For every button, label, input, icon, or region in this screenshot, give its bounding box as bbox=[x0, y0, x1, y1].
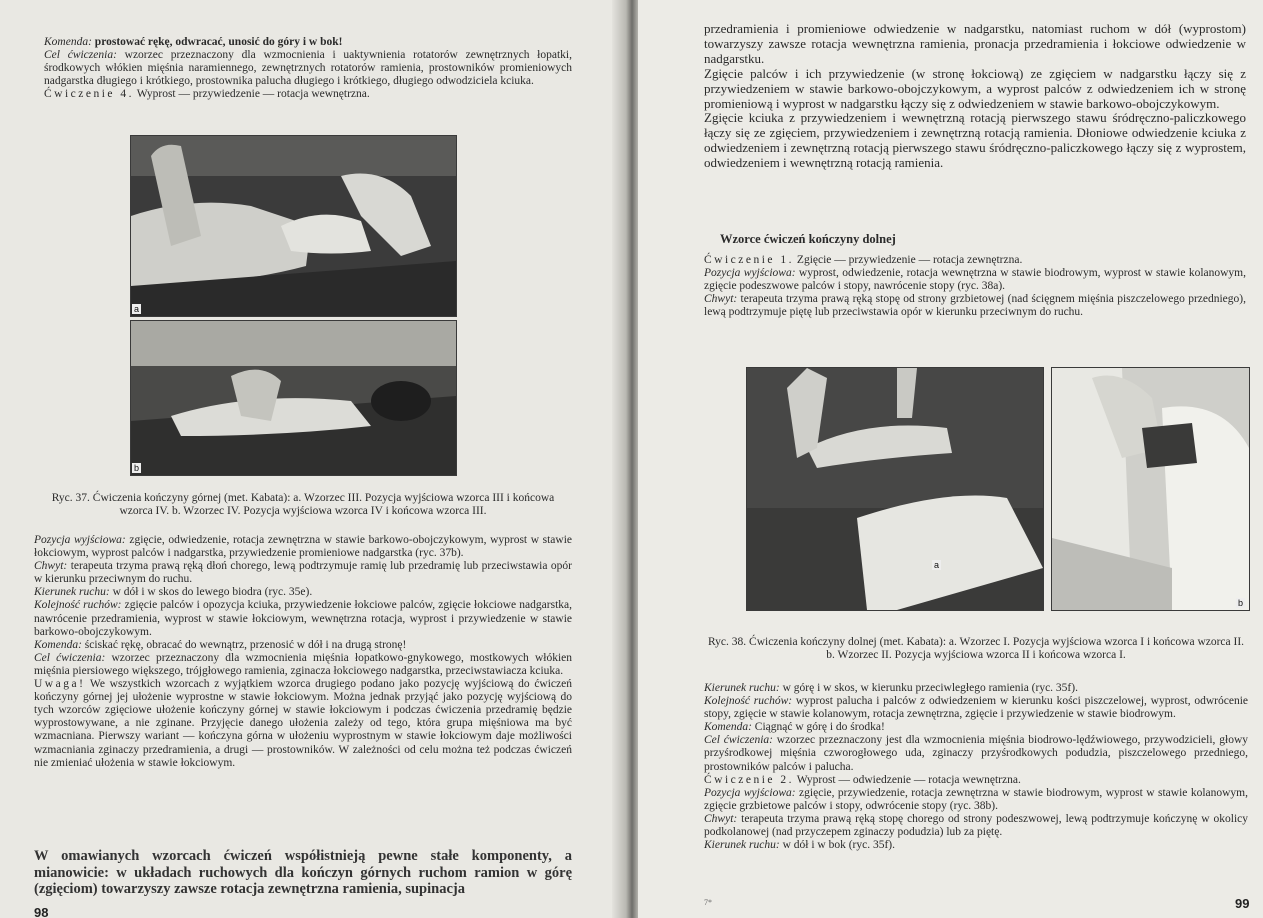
command-text-r: Ciągnąć w górę i do środka! bbox=[751, 721, 885, 734]
photo-37a-label: a bbox=[134, 304, 140, 314]
goal-text: wzorzec przeznaczony dla wzmocnienia i uaktywnienia rotatorów zewnętrznych łopatki, środkowych włókien mięśnia naramiennego, zewnętrznych rotatorów ramienia, prostowników promieniowych nadgarstka długiego i krótkiego, prostownika palucha długiego i krótkiego, długiego odwodziciela kciuka. bbox=[44, 49, 572, 88]
position-text-r2: zgięcie, przywiedzenie, rotacja zewnętrzna w stawie biodrowym, wyprost w stawie kolanowym, zgięcie grzbietowe palców i stopy, odwrócenie stopy (ryc. 38b). bbox=[704, 786, 1249, 812]
exercise-1-label: Ćwiczenie 1. bbox=[704, 254, 795, 266]
right-page bbox=[638, 0, 1263, 918]
figure-38a-photo bbox=[746, 367, 1044, 611]
photo-37b-image bbox=[131, 321, 456, 475]
label-uwaga: Uwaga! bbox=[34, 678, 86, 691]
photo-37a-image bbox=[131, 136, 456, 316]
command-text: prostować rękę, odwracać, unosić do góry i w bok! bbox=[91, 36, 343, 48]
label-komenda-2: Komenda: bbox=[34, 638, 82, 651]
photo-38b-label: b bbox=[1237, 598, 1243, 608]
direction-text-r2: w dół i w bok (ryc. 35f). bbox=[779, 839, 896, 852]
label-pozycja-r2: Pozycja wyjściowa: bbox=[704, 786, 796, 799]
grip-text: terapeuta trzyma prawą ręką dłoń chorego, lewą podtrzymuje ramię lub przedramię lub przeciwstawia opór w kierunku przeciwnym do ruchu. bbox=[34, 560, 572, 586]
grip-text-r2: terapeuta trzyma prawą ręką stopę chorego od strony podeszwowej, lewą podtrzymuje kończynę w okolicy podkolanowej (nad przyczepem zginaczy podudzia) lub za piętę. bbox=[704, 812, 1248, 839]
label-chwyt-r: Chwyt: bbox=[704, 293, 738, 306]
right-exercise-paragraphs bbox=[704, 254, 1246, 319]
right-bottom-paragraphs bbox=[704, 682, 1248, 852]
right-top-paragraph-1: przedramienia i promieniowe odwiedzenie w nadgarstku, natomiast ruchom w dół (wyprostom) towarzyszy zawsze rotacja wewnętrzna ramienia, pronacja przedramienia i łokciowe odwiedzenie w nadgarstku. bbox=[704, 21, 1246, 66]
label-kolejnosc-r: Kolejność ruchów: bbox=[704, 695, 793, 708]
direction-text-r: w górę i w skos, w kierunku przeciwległego ramienia (ryc. 35f). bbox=[779, 682, 1078, 694]
section-heading: Wzorce ćwiczeń kończyny dolnej bbox=[720, 232, 896, 246]
label-kierunek-r2: Kierunek ruchu: bbox=[704, 839, 780, 852]
sequence-text-r: wyprost palucha i palców z odwiedzeniem w kierunku kości piszczelowej, wyprost, odwrócenie stopy, zgięcie w stawie kolanowym, rotacja zewnętrzna, zgięcie i przywiedzenie w stawie biodrowym. bbox=[704, 695, 1248, 721]
left-top-paragraph bbox=[44, 36, 572, 101]
goal-text-2: wzorzec przeznaczony dla wzmocnienia mięśnia łopatkowo-gnykowego, mostkowych włókien mięśnia piersiowego większego, trójgłowego ramienia, zginacza łokciowego nadgarstka, przeciwstawiacza kciuka. bbox=[34, 651, 572, 677]
label-cel-2: Cel ćwiczenia: bbox=[34, 651, 106, 664]
label-chwyt-r2: Chwyt: bbox=[704, 812, 738, 825]
label-pozycja-r: Pozycja wyjściowa: bbox=[704, 267, 796, 280]
exercise-2-text: Wyprost — odwiedzenie — rotacja wewnętrzna. bbox=[794, 773, 1021, 786]
position-text: zgięcie, odwiedzenie, rotacja zewnętrzna w stawie barkowo-obojczykowym, wyprost w stawie łokciowym, wyprost palców i nadgarstka, przywiedzenie promieniowe nadgarstka (ryc. 37b). bbox=[34, 534, 572, 560]
note-text: We wszystkich wzorcach z wyjątkiem wzorca drugiego podano jako pozycję wyjściową do ćwiczeń kończyny górnej jej ułożenie wyprostne w stawie łokciowym. Można jednak przyjąć jako pozycję wyjściową do tych wzorców zgięciowe ułożenie kończyny górnej w stawie łokciowym i podczas ćwiczenia przedramię będzie wyprostowywane, a nie zginane. Przyjęcie danego ułożenia zależy od tego, która grupa mięśniowa ma być wzmacniana. Pierwszy wariant — kończyna górna w ułożeniu wyprostnym w stawie łokciowym daje możliwości wzmacniania zginaczy przedramienia, a drugi — prostowników. W zależności od celu można też podczas ćwiczeń nie zmieniać ułożenia w stawie łokciowym. bbox=[34, 678, 572, 769]
grip-text-r: terapeuta trzyma prawą ręką stopę od strony grzbietowej (nad ścięgnem mięśnia piszczelowego przedniego), lewą podtrzymuje piętę lub przeciwstawia opór w kierunku przeciwnym do ruchu. bbox=[704, 293, 1246, 319]
figure-37a-photo bbox=[130, 135, 457, 317]
label-komenda-r: Komenda: bbox=[704, 721, 752, 734]
direction-text: w dół i w skos do lewego biodra (ryc. 35e). bbox=[109, 586, 313, 599]
label-pozycja: Pozycja wyjściowa: bbox=[34, 534, 126, 546]
position-text-r: wyprost, odwiedzenie, rotacja wewnętrzna w stawie biodrowym, wyprost w stawie kolanowym, zgięcie podeszwowe palców i stopy, nawrócenie stopy (ryc. 38a). bbox=[704, 267, 1246, 293]
label-komenda: Komenda: bbox=[44, 36, 92, 48]
figure-38b-photo bbox=[1051, 367, 1250, 611]
right-top-paragraph-2: Zgięcie palców i ich przywiedzenie (w stronę łokciową) ze zgięciem w nadgarstku łączy się z przywiedzeniem w stawie barkowo-obojczykowym, a wyprost palców z odwiedzeniem ich w stronę promieniową i wyprost w nadgarstku łączy się z odwiedzeniem w stawie barkowo-obojczykowym. bbox=[704, 65, 1246, 111]
sequence-text: zgięcie palców i opozycja kciuka, przywiedzenie łokciowe palców, zgięcie łokciowe nadgarstka, nawrócenie przedramienia, wyprost w stawie łokciowym, wewnętrzna rotacja, wyprost i przywiedzenie w stawie barkowo-obojczykowym. bbox=[34, 599, 572, 638]
photo-37b-label: b bbox=[134, 463, 140, 473]
goal-text-r: wzorzec przeznaczony jest dla wzmocnienia mięśnia biodrowo-lędźwiowego, przywodzicieli, głowy przyśrodkowej mięśnia czworogłowego uda, zginaczy przyśrodkowych podudzia, piszczelowego przedniego, prostowników palców i palucha. bbox=[704, 734, 1248, 773]
left-closing-paragraph: W omawianych wzorcach ćwiczeń współistnieją pewne stałe komponenty, a mianowicie: w układach ruchowych dla kończyn górnych ruchom ramion w górę (zgięciom) towarzyszy zawsze rotacja zewnętrzna ramienia, supinacja bbox=[34, 848, 572, 898]
photo-38b-image bbox=[1052, 368, 1249, 610]
exercise-1-text: Zgięcie — przywiedzenie — rotacja zewnętrzna. bbox=[794, 254, 1023, 266]
left-body-paragraphs bbox=[34, 534, 572, 770]
figure-38-caption: Ryc. 38. Ćwiczenia kończyny dolnej (met. Kabata): a. Wzorzec I. Pozycja wyjściowa wzorca I i końcowa wzorca II. b. Wzorzec II. Pozycja wyjściowa wzorca II i końcowa wzorca I. bbox=[707, 635, 1245, 661]
figure-37-caption: Ryc. 37. Ćwiczenia kończyny górnej (met. Kabata): a. Wzorzec III. Pozycja wyjściowa wzorca III i końcowa wzorca IV. b. Wzorzec IV. Pozycja wyjściowa wzorca IV i końcowa wzorca III. bbox=[51, 491, 555, 517]
label-kierunek-r: Kierunek ruchu: bbox=[704, 682, 780, 694]
photo-38a-label: a bbox=[934, 560, 940, 570]
label-kierunek: Kierunek ruchu: bbox=[34, 586, 110, 599]
right-top-paragraphs bbox=[704, 22, 1246, 171]
label-kolejnosc: Kolejność ruchów: bbox=[34, 599, 122, 612]
label-cel: Cel ćwiczenia: bbox=[44, 49, 117, 62]
exercise-label: Ćwiczenie 4. bbox=[44, 88, 135, 101]
label-cel-r: Cel ćwiczenia: bbox=[704, 734, 773, 747]
signature-mark: 7* bbox=[704, 898, 712, 907]
label-chwyt: Chwyt: bbox=[34, 560, 68, 573]
photo-38a-image bbox=[747, 368, 1043, 610]
command-text-2: ściskać rękę, obracać do wewnątrz, przenosić w dół i na drugą stronę! bbox=[81, 638, 407, 651]
right-top-paragraph-3: Zgięcie kciuka z przywiedzeniem i wewnętrzną rotacją pierwszego stawu śródręczno-paliczkowego łączy się ze zgięciem, przywiedzeniem i zewnętrzną rotacją ramienia. Dłoniowe odwiedzenie kciuka z odwiedzeniem i zewnętrzną rotacją pierwszego stawu śródręczno-paliczkowego łączy się z wyprostem, odwiedzeniem i wewnętrzną rotacją ramienia. bbox=[704, 110, 1246, 171]
figure-37b-photo bbox=[130, 320, 457, 476]
left-page bbox=[0, 0, 625, 918]
left-page-number: 98 bbox=[34, 905, 49, 918]
exercise-text: Wyprost — przywiedzenie — rotacja wewnętrzna. bbox=[134, 88, 370, 101]
right-page-number: 99 bbox=[1235, 896, 1250, 911]
exercise-2-label: Ćwiczenie 2. bbox=[704, 773, 795, 786]
